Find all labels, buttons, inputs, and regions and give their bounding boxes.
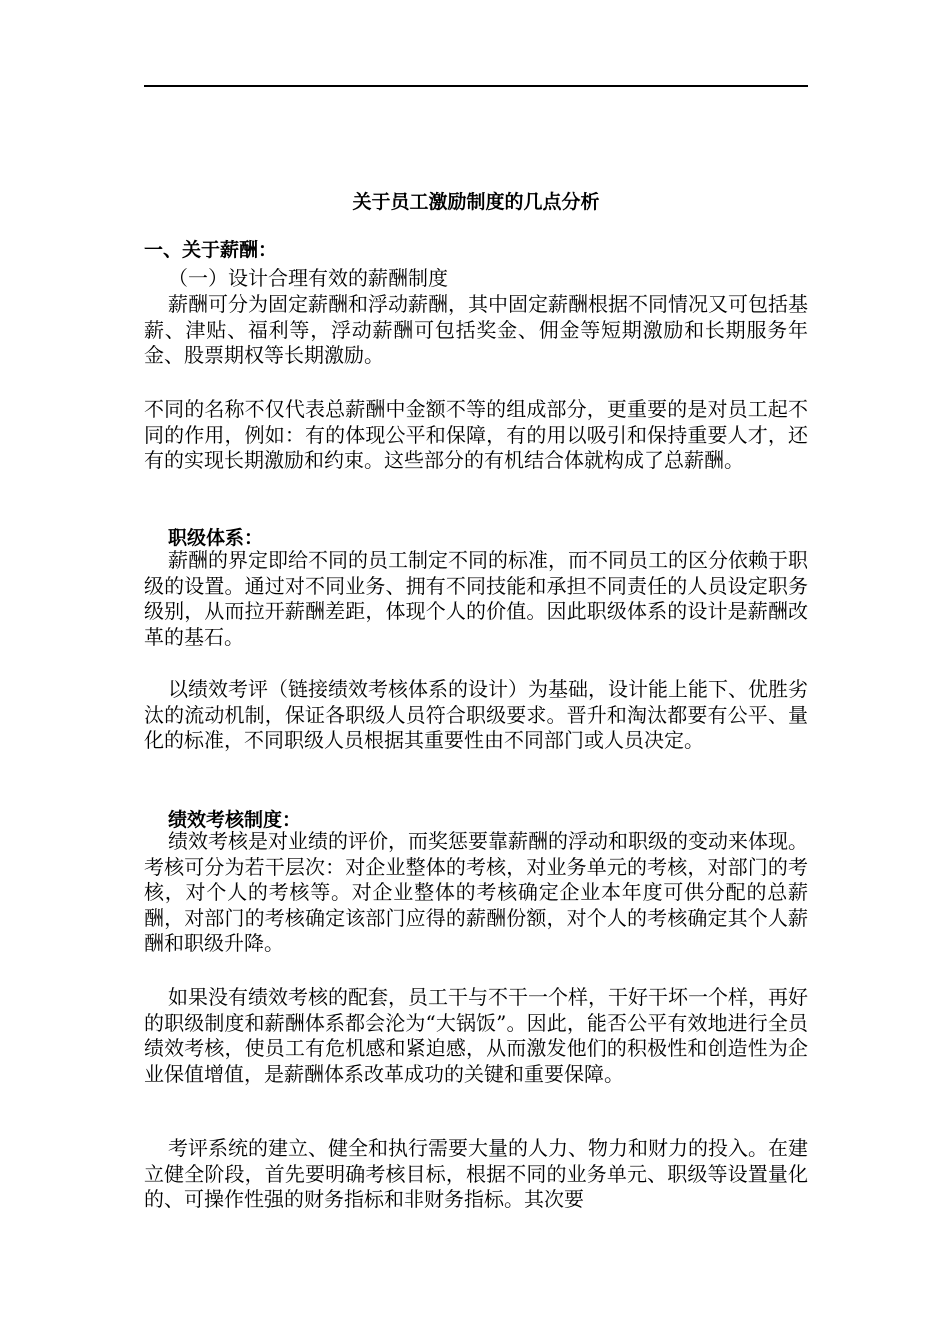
header-rule	[144, 85, 808, 87]
subsection-heading-salary-design: （一）设计合理有效的薪酬制度	[168, 266, 448, 290]
paragraph-grade-mobility: 以绩效考评（链接绩效考核体系的设计）为基础，设计能上能下、优胜劣汰的流动机制，保证各职级人员符合职级要求。晋升和淘汰都要有公平、量化的标准，不同职级人员根据其重要性由不同部门或人员决定。	[144, 677, 808, 753]
paragraph-salary-components: 不同的名称不仅代表总薪酬中金额不等的组成部分，更重要的是对员工起不同的作用，例如：有的体现公平和保障，有的用以吸引和保持重要人才，还有的实现长期激励和约束。这些部分的有机结合体就构成了总薪酬。	[144, 397, 808, 473]
subheading-grade-system: 职级体系：	[168, 527, 264, 549]
document-title: 关于员工激励制度的几点分析	[352, 191, 600, 213]
section-heading-salary: 一、关于薪酬：	[144, 239, 278, 261]
paragraph-evaluation-system: 考评系统的建立、健全和执行需要大量的人力、物力和财力的投入。在建立健全阶段，首先要明确考核目标，根据不同的业务单元、职级等设置量化的、可操作性强的财务指标和非财务指标。其次要	[144, 1136, 808, 1212]
paragraph-performance-importance: 如果没有绩效考核的配套，员工干与不干一个样，干好干坏一个样，再好的职级制度和薪酬体系都会沦为“大锅饭”。因此，能否公平有效地进行全员绩效考核，使员工有危机感和紧迫感，从而激发他们的积极性和创造性为企业保值增值，是薪酬体系改革成功的关键和重要保障。	[144, 985, 808, 1086]
paragraph-salary-types: 薪酬可分为固定薪酬和浮动薪酬，其中固定薪酬根据不同情况又可包括基薪、津贴、福利等，浮动薪酬可包括奖金、佣金等短期激励和长期服务年金、股票期权等长期激励。	[144, 292, 808, 368]
paragraph-performance-levels: 绩效考核是对业绩的评价，而奖惩要靠薪酬的浮动和职级的变动来体现。考核可分为若干层次：对企业整体的考核，对业务单元的考核，对部门的考核，对个人的考核等。对企业整体的考核确定企业本年度可供分配的总薪酬，对部门的考核确定该部门应得的薪酬份额，对个人的考核确定其个人薪酬和职级升降。	[144, 829, 808, 956]
paragraph-grade-system: 薪酬的界定即给不同的员工制定不同的标准，而不同员工的区分依赖于职级的设置。通过对不同业务、拥有不同技能和承担不同责任的人员设定职务级别，从而拉开薪酬差距，体现个人的价值。因此职级体系的设计是薪酬改革的基石。	[144, 548, 808, 649]
subheading-performance-system: 绩效考核制度：	[168, 809, 302, 831]
